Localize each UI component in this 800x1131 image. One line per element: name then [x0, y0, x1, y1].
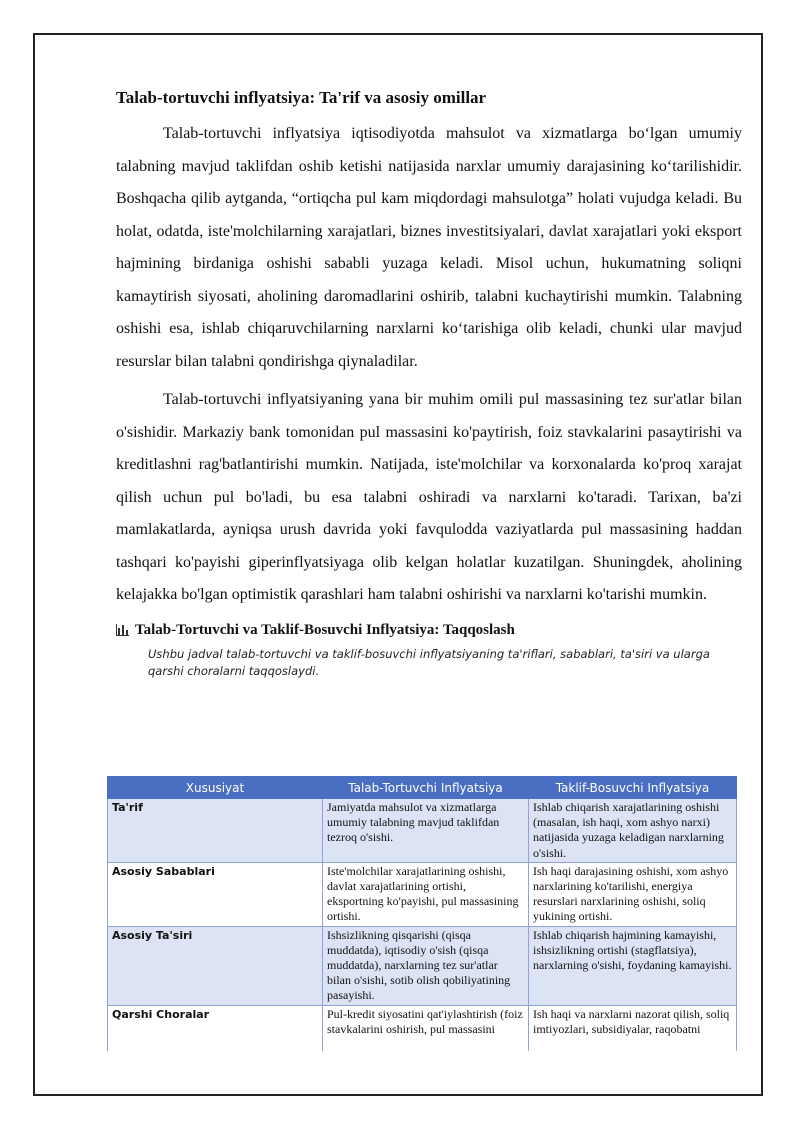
header-cost-push: Taklif-Bosuvchi Inflyatsiya [529, 777, 737, 799]
table-caption: Ushbu jadval talab-tortuvchi va taklif-bosuvchi inflyatsiyaning ta'riflari, sabablari, ta'siri va ularga qarshi choralarni taqqoslaydi. [148, 646, 710, 678]
header-feature: Xususiyat [108, 777, 323, 799]
table-cell: Ishsizlikning qisqarishi (qisqa muddatda), iqtisodiy o'sish (qisqa muddatda), narxlarning tez sur'atlar bilan o'sishi, sotib olish qobiliyatining pasayishi. [323, 926, 529, 1005]
comparison-table [107, 776, 737, 1051]
document-body [116, 86, 742, 686]
paragraph-1: Talab-tortuvchi inflyatsiya iqtisodiyotda mahsulot va xizmatlarga bo‘lgan umumiy talabning mavjud taklifdan oshib ketishi natijasida narxlar umumiy darajasining ko‘tarilishidir. Boshqacha qilib aytganda, “ortiqcha pul kam miqdordagi mahsulotga” holati vujudga keladi. Bu holat, odatda, iste'molchilarning xarajatlari, biznes investitsiyalari, davlat xarajatlari yoki eksport hajmining birdaniga oshishi sababli yuzaga keladi. Misol uchun, hukumatning soliqni kamaytirish siyosati, aholining daromadlarini oshirib, talabni kuchaytirishi mumkin. Talabning oshishi esa, ishlab chiqaruvchilarning narxlarni ko‘tarishiga olib keladi, chunki ular mavjud resurslar bilan talabni qondirishga qiynaladilar. [116, 125, 742, 370]
section-heading: Talab-tortuvchi inflyatsiya: Ta'rif va asosiy omillar [116, 88, 487, 107]
header-demand-pull: Talab-Tortuvchi Inflyatsiya [323, 777, 529, 799]
table-title [116, 620, 742, 640]
row-label: Asosiy Sabablari [108, 862, 323, 926]
table-row [108, 862, 737, 926]
paragraph-2: Talab-tortuvchi inflyatsiyaning yana bir muhim omili pul massasining tez sur'atlar bilan o'sishidir. Markaziy bank tomonidan pul massasini ko'paytirish, foiz stavkalarini pasaytirishi va kreditlashni rag'batlantirishi mumkin. Natijada, iste'molchilar va korxonalarda ko'proq xarajat qilish uchun pul bo'ladi, bu esa talabni oshiradi va narxlarni ko'taradi. Tarixan, ba'zi mamlakatlarda, ayniqsa urush davrida yoki favqulodda vaziyatlarda pul massasining haddan tashqari ko'payishi giperinflyatsiyaga olib kelgan holatlar kuzatilgan. Shuningdek, aholining kelajakka bo'lgan optimistik qarashlari ham talabni oshirishi va narxlarni ko'tarishi mumkin. [116, 391, 742, 603]
table-row [108, 1005, 737, 1051]
table-row [108, 799, 737, 863]
row-label: Qarshi Choralar [108, 1005, 323, 1051]
row-label: Asosiy Ta'siri [108, 926, 323, 1005]
table-cell: Ish haqi darajasining oshishi, xom ashyo narxlarining ko'tarilishi, energiya resurslari narxlarining oshishi, soliq yukining ortishi. [529, 862, 737, 926]
table-cell: Ishlab chiqarish xarajatlarining oshishi (masalan, ish haqi, xom ashyo narxi) natijasida yuzaga keladigan narxlarning o'sishi. [529, 799, 737, 863]
table-cell: Ish haqi va narxlarni nazorat qilish, soliq imtiyozlari, subsidiyalar, raqobatni [529, 1005, 737, 1051]
row-label: Ta'rif [108, 799, 323, 863]
table-row [108, 926, 737, 1005]
table-cell: Ishlab chiqarish hajmining kamayishi, ishsizlikning ortishi (stagflatsiya), narxlarning o'sishi, foydaning kamayishi. [529, 926, 737, 1005]
table-title-text: Talab-Tortuvchi va Taklif-Bosuvchi Inflyatsiya: Taqqoslash [135, 621, 515, 638]
comparison-table-viewport [107, 776, 737, 1051]
bar-chart-icon [116, 624, 129, 636]
table-cell: Iste'molchilar xarajatlarining oshishi, davlat xarajatlarining ortishi, eksportning ko'payishi, pul massasining ortishi. [323, 862, 529, 926]
table-header-row [108, 777, 737, 799]
table-cell: Pul-kredit siyosatini qat'iylashtirish (foiz stavkalarini oshirish, pul massasini [323, 1005, 529, 1051]
table-cell: Jamiyatda mahsulot va xizmatlarga umumiy talabning mavjud taklifdan tezroq o'sishi. [323, 799, 529, 863]
